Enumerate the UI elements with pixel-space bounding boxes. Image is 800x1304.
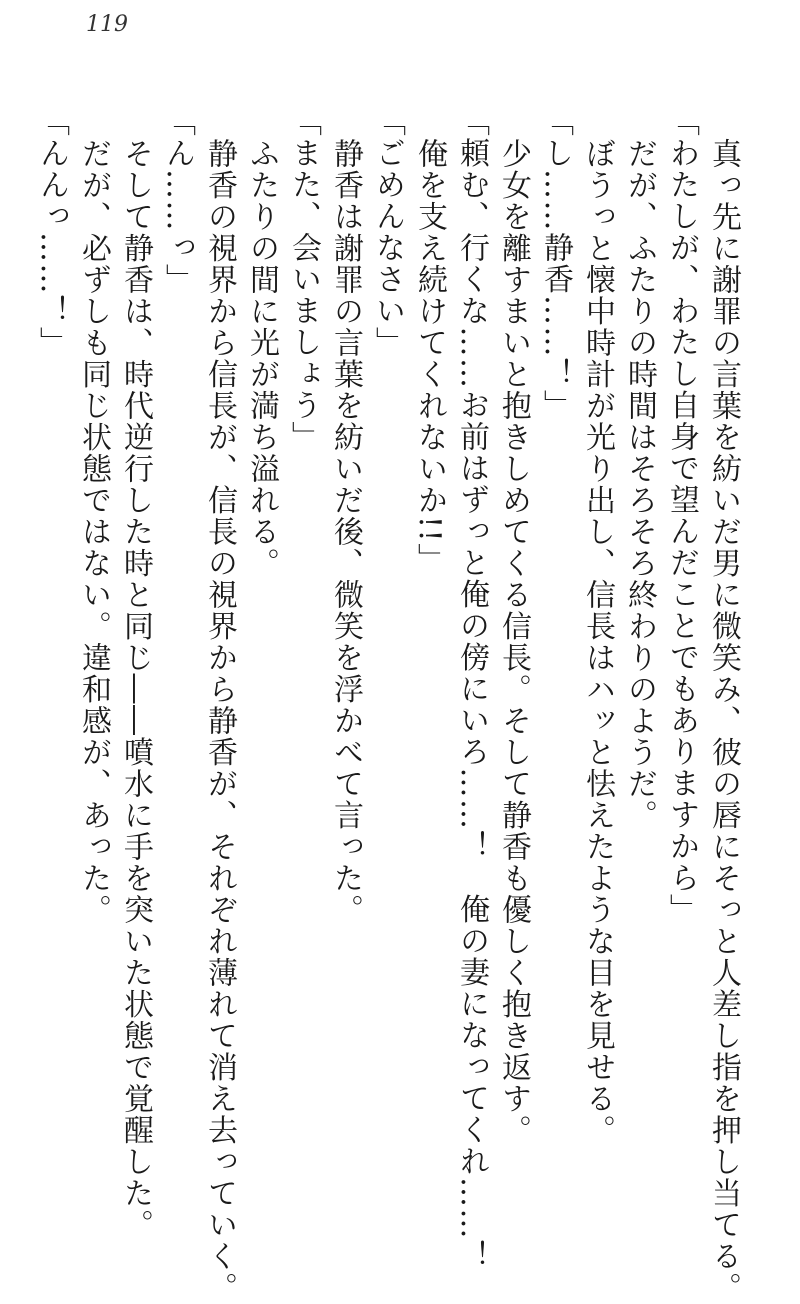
text-line: ふたりの間に光が満ち溢れる。 [244, 138, 279, 579]
text-line: 静香の視界から信長が、信長の視界から静香が、それぞれ薄れて消え去っていく。 [202, 138, 237, 1304]
text-line: 「んんっ……！」 [34, 106, 69, 358]
text-line: 「わたしが、わたし自身で望んだことでもありますから」 [664, 106, 699, 925]
text-line: だが、ふたりの時間はそろそろ終わりのようだ。 [622, 138, 657, 831]
text-line: 静香は謝罪の言葉を紡いだ後、微笑を浮かべて言った。 [328, 138, 363, 926]
text-line: 真っ先に謝罪の言葉を紡いだ男に微笑み、彼の唇にそっと人差し指を押し当てる。 [706, 138, 741, 1304]
text-line: 「頼む、行くな……お前はずっと俺の傍にいろ……！ 俺の妻になってくれ……！ [454, 106, 489, 1272]
text-line: ぼうっと懐中時計が光り出し、信長はハッと怯えたような目を見せる。 [580, 138, 615, 1146]
vertical-body-text [30, 106, 744, 1304]
text-line: だが、必ずしも同じ状態ではない。違和感が、あった。 [76, 138, 111, 926]
text-line: 「また、会いましょう」 [286, 106, 321, 453]
text-line: そして静香は、時代逆行した時と同じ――噴水に手を突いた状態で覚醒した。 [118, 138, 153, 1241]
page-number: 119 [86, 12, 128, 37]
text-line: 少女を離すまいと抱きしめてくる信長。そして静香も優しく抱き返す。 [496, 138, 531, 1146]
text-line: 「ごめんなさい」 [370, 106, 405, 358]
text-line: 「ん……っ」 [160, 106, 195, 295]
text-line: 「し……静香……！」 [538, 106, 573, 421]
text-line: 俺を支え続けてくれないか!!」 [412, 138, 447, 575]
